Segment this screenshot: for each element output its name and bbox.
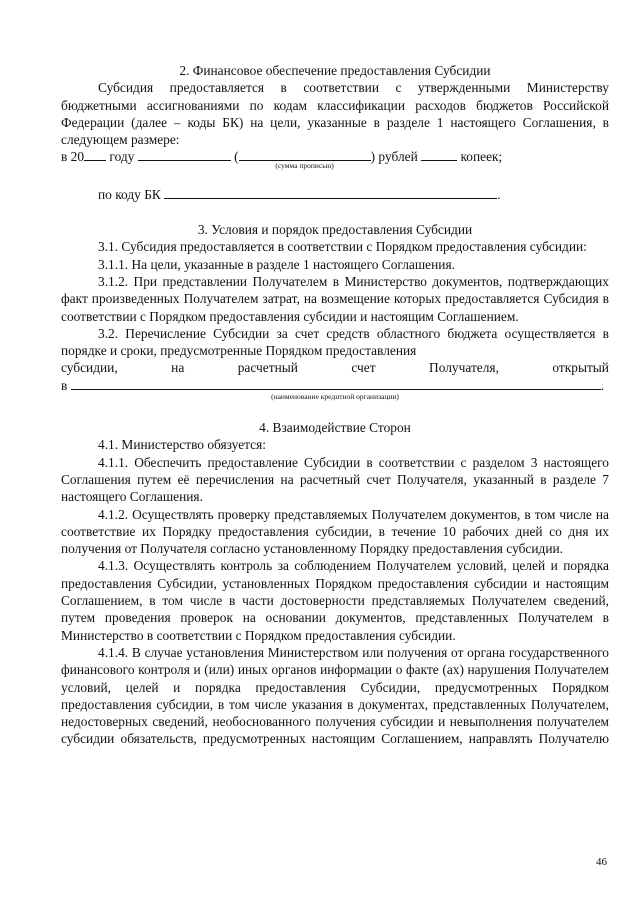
page-number: 46 bbox=[596, 856, 607, 868]
kop-blank bbox=[421, 148, 457, 161]
clause-4-1-2: 4.1.2. Осуществлять проверку представляемых Получателем документов, в том числе на соответствие их Порядку предоставления субсидии, в течение 10 рабочих дней со дня их получения от Получателя согласно установленному Порядку предоставления субсидии. bbox=[61, 506, 609, 557]
section-2-paragraph: Субсидия предоставляется в соответствии с утвержденными Министерству бюджетными ассигнованиями по кодам классификации расходов бюджетов Российской Федерации (далее – коды БК) на цели, указанные в разделе 1 настоящего Соглашения, в следующем размере: bbox=[61, 80, 609, 148]
kop-label: копеек; bbox=[460, 149, 503, 165]
year-prefix: в 20 bbox=[61, 149, 85, 165]
bank-caption: (наименование кредитной организации) bbox=[271, 392, 399, 402]
clause-3-1-2: 3.1.2. При представлении Получателем в Министерство документов, подтверждающих факт произведенных Получателем затрат, на возмещение которых предоставляется Субсидия в соответствии с Порядком предоставления субсидии и настоящим Соглашением. bbox=[61, 273, 609, 324]
clause-4-1: 4.1. Министерство обязуется: bbox=[98, 437, 266, 453]
clause-4-1-1: 4.1.1. Обеспечить предоставление Субсидии в соответствии с разделом 3 настоящего Соглашения путем её перечисления на расчетный счет Получателя, указанный в разделе 7 настоящего Соглашения. bbox=[61, 454, 609, 505]
section-2-heading: 2. Финансовое обеспечение предоставления Субсидии bbox=[179, 63, 491, 78]
year-blank bbox=[84, 148, 106, 161]
clause-3-1: 3.1. Субсидия предоставляется в соответствии с Порядком предоставления субсидии: bbox=[98, 239, 587, 255]
bk-blank bbox=[164, 186, 497, 199]
bank-prefix: в bbox=[61, 377, 68, 393]
bk-line: по коду БК . bbox=[98, 186, 501, 202]
bk-label: по коду БК bbox=[98, 186, 161, 202]
bank-line: в . bbox=[61, 377, 605, 393]
bank-blank bbox=[71, 377, 601, 390]
clause-4-1-4: 4.1.4. В случае установления Министерством или получения от органа государственного финансового контроля и (или) иных органов информации о факте (ах) нарушения Получателем условий, целей и порядка предоставления Субсидии, предусмотренных Порядком предоставления субсидии, в том числе указания в документах, представленных Получателем, недостоверных сведений, необоснованного получения субсидии и невыполнения получателем субсидии обязательств, предусмотренных настоящим Соглашением, направлять Получателю bbox=[61, 644, 609, 747]
amount-number-blank bbox=[138, 148, 231, 161]
year-word: году bbox=[109, 149, 135, 165]
clause-3-2: 3.2. Перечисление Субсидии за счет средств областного бюджета осуществляется в порядке и сроки, предусмотренные Порядком предоставления bbox=[61, 325, 609, 359]
section-4-heading: 4. Взаимодействие Сторон bbox=[259, 420, 411, 436]
section-3-heading: 3. Условия и порядок предоставления Субсидии bbox=[197, 222, 473, 238]
clause-3-2-last-line: субсидии, на расчетный счет Получателя, открытый bbox=[61, 360, 609, 376]
clause-3-1-1: 3.1.1. На цели, указанные в разделе 1 настоящего Соглашения. bbox=[98, 256, 455, 272]
amount-words-field bbox=[239, 148, 371, 171]
amount-words-blank bbox=[239, 148, 371, 161]
rub-label: рублей bbox=[378, 149, 418, 165]
document-page bbox=[61, 62, 609, 748]
clause-4-1-3: 4.1.3. Осуществлять контроль за соблюдением Получателем условий, целей и порядка предоставления Субсидии, установленных Порядком предоставления субсидии и настоящим Соглашением, в том числе в части достоверности представляемых Получателем сведений, путем проведения проверок на основании документов, представленных Получателем в Министерство в соответствии с Порядком предоставления субсидии. bbox=[61, 558, 609, 643]
amount-line: в 20 году ( (сумма прописью) ) рублей копеек; bbox=[61, 149, 503, 171]
amount-caption: (сумма прописью) bbox=[275, 161, 334, 171]
